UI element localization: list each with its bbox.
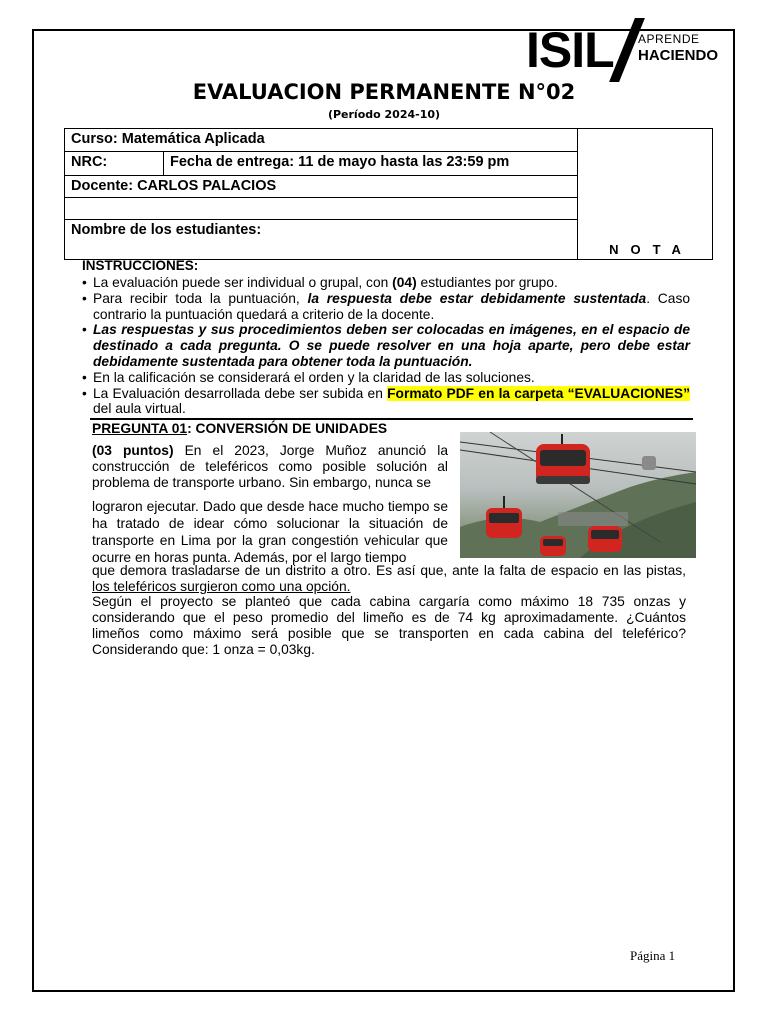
logo-brand: ISIL: [526, 22, 614, 78]
question-title: PREGUNTA 01: CONVERSIÓN DE UNIDADES: [92, 421, 388, 436]
due-date-cell: Fecha de entrega: 11 de mayo hasta las 23:59 pm: [163, 151, 578, 176]
course-cell: Curso: Matemática Aplicada: [64, 128, 578, 152]
question-paragraph-1: (03 puntos) En el 2023, Jorge Muñoz anunció la construcción de teleféricos como posible solución al problema de transporte urbano. Sin embargo, nunca se: [92, 443, 448, 490]
instruction-item: • Las respuestas y sus procedimientos deben ser colocadas en imágenes, en el espacio de destinado a cada pregunta. O se puede resolver en una hoja aparte, pero debe estar debidamente sustentada para obtener toda la puntuación.: [82, 322, 690, 369]
grade-label: NOTA: [609, 242, 693, 257]
page-number: Página 1: [630, 948, 676, 963]
question-paragraph-3: que demora trasladarse de un distrito a otro. Es así que, ante la falta de espacio en las pistas, los teleféricos surgieron como una opción.: [92, 563, 686, 594]
instructions-list: [82, 275, 690, 417]
nrc-cell: NRC:: [64, 151, 164, 176]
question-paragraph-2: lograron ejecutar. Dado que desde hace mucho tiempo se ha tratado de idear cómo solucionar la situación de transporte en Lima por la gran congestión vehicular que ocurre en horas punta. Además, por el largo tiempo: [92, 499, 448, 565]
logo-tagline-bottom: HACIENDO: [638, 47, 719, 64]
document-title: EVALUACION PERMANENTE N°02: [192, 80, 576, 104]
isil-logo: [526, 18, 719, 82]
period-label: (Período 2024-10): [327, 108, 441, 121]
instruction-item: • La Evaluación desarrollada debe ser subida en Formato PDF en la carpeta “EVALUACIONES” del aula virtual.: [82, 386, 690, 418]
header-table: [64, 128, 713, 260]
teacher-cell: Docente: CARLOS PALACIOS: [64, 175, 578, 198]
instructions-title: INSTRUCCIONES:: [82, 258, 199, 273]
section-divider: [90, 418, 693, 420]
blank-row-cell: [64, 197, 578, 220]
cable-car-illustration: [460, 432, 696, 558]
logo-tagline-top: APRENDE: [638, 32, 700, 46]
cable-car-link[interactable]: los teleféricos surgieron como una opción.: [92, 579, 351, 594]
question-paragraph-4: Según el proyecto se planteó que cada cabina cargaría como máximo 18 735 onzas y considerando que el peso promedio del limeño es de 74 kg aproximadamente. ¿Cuántos limeños como máximo será posible que se transporten en cada cabina del teleférico? Considerando que: 1 onza = 0,03kg.: [92, 594, 686, 657]
cable-car-photo: [460, 432, 696, 558]
instruction-item: • Para recibir toda la puntuación, la respuesta debe estar debidamente sustentada. Caso contrario la puntuación quedará a criterio de la docente.: [82, 291, 690, 323]
instruction-item: • La evaluación puede ser individual o grupal, con (04) estudiantes por grupo.: [82, 275, 690, 291]
students-cell: Nombre de los estudiantes:: [64, 219, 578, 260]
instruction-item: • En la calificación se considerará el orden y la claridad de las soluciones.: [82, 370, 690, 386]
grade-box: [577, 128, 713, 260]
